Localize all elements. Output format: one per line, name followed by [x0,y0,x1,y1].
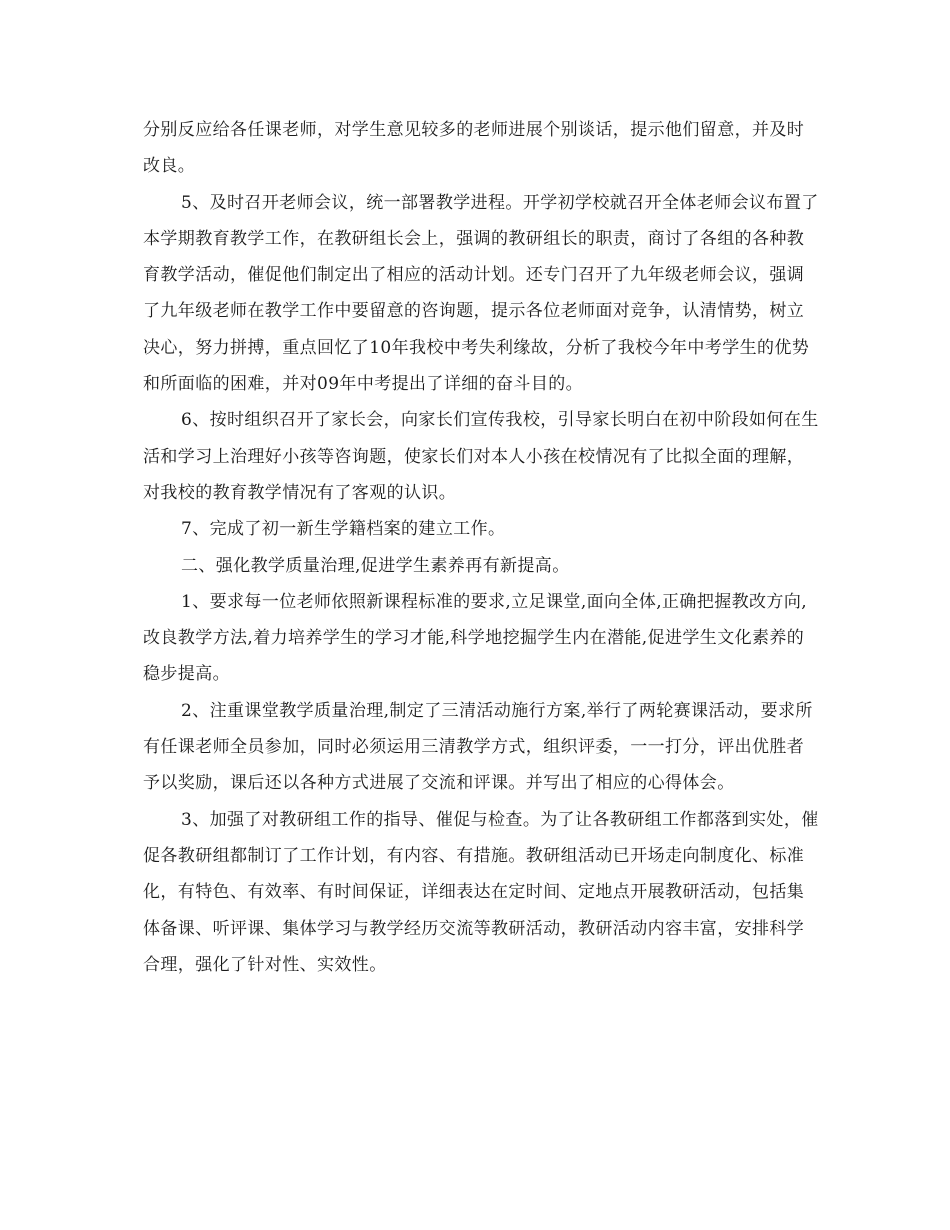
paragraph-item-7: 7、完成了初一新生学籍档案的建立工作。 [181,519,506,540]
paragraph-sub-1: 1、要求每一位老师依照新课程标准的要求,立足课堂,面向全体,正确把握教改方向,改良教学方法,着力培养学生的学习才能,科学地挖掘学生内在潜能,促进学生文化素养的稳步提高。 [143,591,808,685]
paragraph-sub-2: 2、注重课堂教学质量治理,制定了三清活动施行方案,举行了两轮赛课活动，要求所有任课老师全员参加，同时必须运用三清教学方式，组织评委，一一打分，评出优胜者予以奖励，课后还以各种方式进展了交流和评课。并写出了相应的心得体会。 [143,700,813,794]
paragraph-item-6: 6、按时组织召开了家长会，向家长们宣传我校，引导家长明白在初中阶段如何在生活和学习上治理好小孩等咨询题，使家长们对本人小孩在校情况有了比拟全面的理解，对我校的教育教学情况有了客观的认识。 [143,410,819,503]
section-heading-2: 二、强化教学质量治理,促进学生素养再有新提高。 [181,555,570,576]
paragraph-sub-3: 3、加强了对教研组工作的指导、催促与检查。为了让各教研组工作都落到实处，催促各教研组都制订了工作计划，有内容、有措施。教研组活动已开场走向制度化、标准化，有特色、有效率、有时间保证，详细表达在定时间、定地点开展教研活动，包括集体备课、听评课、集体学习与教学经历交流等教研活动，教研活动内容丰富，安排科学合理，强化了针对性、实效性。 [143,809,819,975]
paragraph-item-5: 5、及时召开老师会议，统一部署教学进程。开学初学校就召开全体老师会议布置了本学期教育教学工作，在教研组长会上，强调的教研组长的职责，商讨了各组的各种教育教学活动，催促他们制定出了相应的活动计划。还专门召开了九年级老师会议，强调了九年级老师在教学工作中要留意的咨询题，提示各位老师面对竞争，认清情势，树立决心，努力拼搏，重点回忆了10年我校中考失利缘故，分析了我校今年中考学生的优势和所面临的困难，并对09年中考提出了详细的奋斗目的。 [143,192,819,395]
paragraph-continuation: 分别反应给各任课老师，对学生意见较多的老师进展个别谈话，提示他们留意，并及时改良。 [143,120,805,177]
